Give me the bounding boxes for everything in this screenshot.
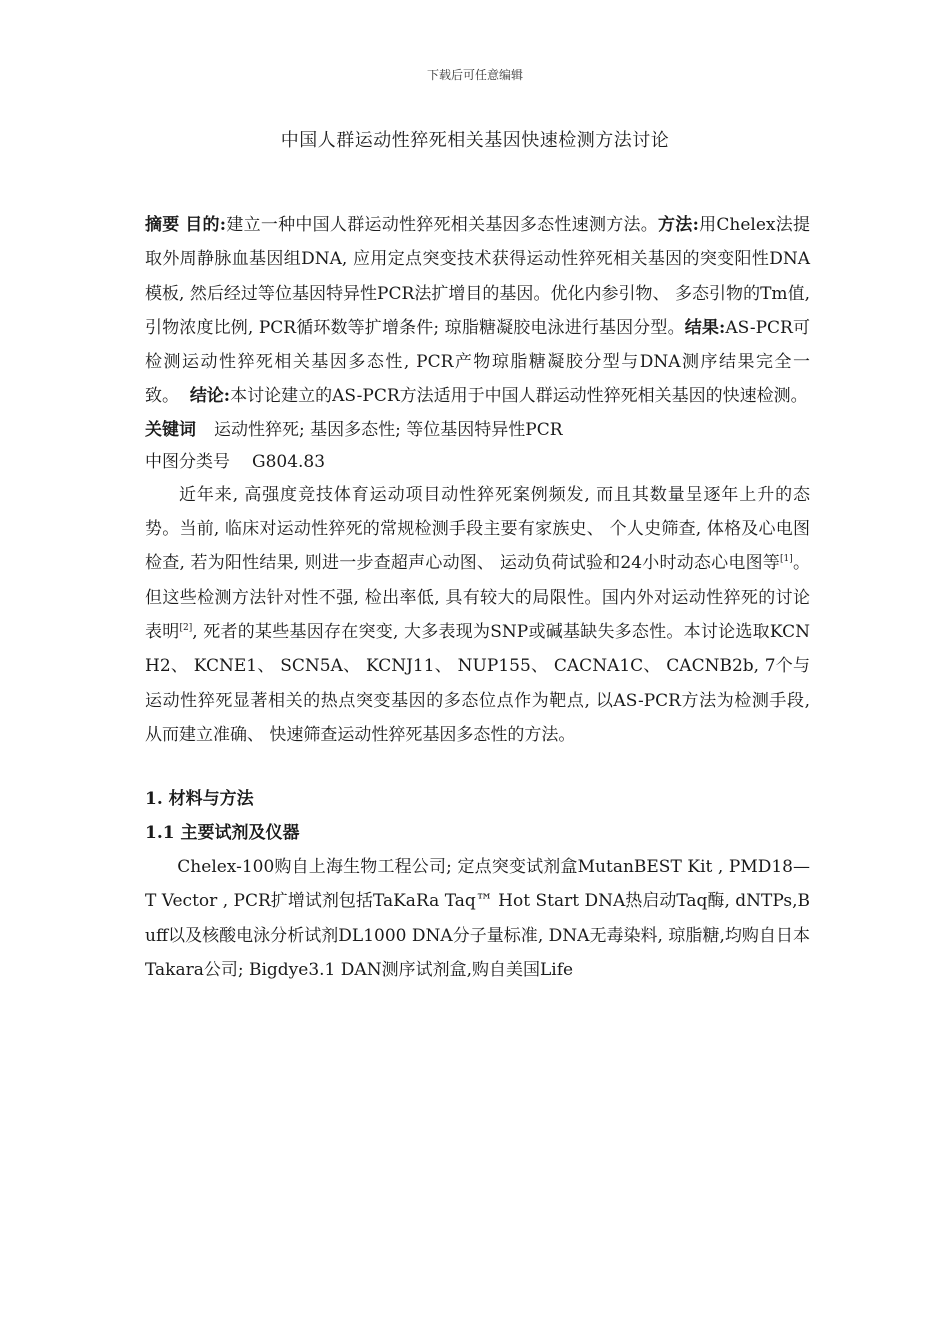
abstract-label: 摘要 [145, 215, 180, 235]
document-title: 中国人群运动性猝死相关基因快速检测方法讨论 [280, 130, 670, 151]
conclusion-label: 结论: [189, 386, 231, 407]
intro-text-1: 近年来, 高强度竞技体育运动项目动性猝死案例频发, 而且其数量呈逐年上升的态势。当前, 临床对运动性猝死的常规检测手段主要有家族史、 个人史筛查, 体格及心电图检查, 若为阳性结果, 则进一步查超声心动图、 运动负荷试验和24小时动态心电图等 [145, 484, 810, 574]
classification-code: G804.83 [252, 451, 326, 472]
method-text: 用Chelex法提取外周静脉血基因组DNA, 应用定点突变技术获得运动性猝死相关基因的突变阳性DNA模板, 然后经过等位基因特异性PCR法扩增目的基因。优化内参引物、 多态引物的Tm值, 引物浓度比例, PCR循环数等扩增条件; 琼脂糖凝胶电泳进行基因分型。 [145, 215, 811, 338]
intro-text-2: 。但这些检测方法针对性不强, 检出率低, 具有较大的局限性。国内外对运动性猝死的讨论表明 [145, 553, 811, 642]
document-body [145, 208, 810, 987]
section-heading-materials-methods: 1. 材料与方法 [145, 789, 254, 810]
conclusion-text: 本讨论建立的AS-PCR方法适用于中国人群运动性猝死相关基因的快速检测。 [230, 386, 808, 407]
subsection-heading-reagents: 1.1 主要试剂及仪器 [145, 823, 300, 844]
abstract-paragraph [145, 208, 810, 414]
keywords-line [145, 414, 810, 446]
objective-label: 目的: [185, 215, 227, 235]
intro-text-3: , 死者的某些基因存在突变, 大多表现为SNP或碱基缺失多态性。本讨论选取KCNH2、 KCNE1、 SCN5A、 KCNJ11、 NUP155、 CACNA1C、 CACNB2b, 7个与运动性猝死显著相关的热点突变基因的多态位点作为靶点, 以AS-PCR方法为检测手段, 从而建立准确、 快速筛查运动性猝死基因多态性的方法。 [145, 621, 811, 745]
objective-text: 建立一种中国人群运动性猝死相关基因多态性速测方法。 [226, 215, 659, 235]
result-text: AS-PCR可检测运动性猝死相关基因多态性, PCR产物琼脂糖凝胶分型与DNA测序结果完全一致。 [145, 317, 810, 407]
keywords-text: 运动性猝死; 基因多态性; 等位基因特异性PCR [214, 419, 563, 440]
classification-label: 中图分类号 [145, 451, 230, 472]
classification-line [145, 446, 810, 478]
keywords-label: 关键词 [145, 419, 196, 440]
intro-paragraph [145, 478, 810, 752]
citation-2: [2] [179, 622, 193, 633]
result-label: 结果: [684, 317, 726, 338]
reagents-paragraph: Chelex-100购自上海生物工程公司; 定点突变试剂盒MutanBEST Kit , PMD18—T Vector , PCR扩增试剂包括TaKaRa Taq™ Hot Start DNA热启动Taq酶, dNTPs,Buff以及核酸电泳分析试剂DL1000 DNA分子量标准, DNA无毒染料, 琼脂糖,均购自日本Takara公司; Bigdye3.1 DAN测序试剂盒,购自美国Life [145, 857, 810, 981]
method-label: 方法: [658, 215, 699, 235]
header-note: 下载后可任意编辑 [426, 68, 523, 82]
citation-1: [1] [780, 554, 793, 565]
